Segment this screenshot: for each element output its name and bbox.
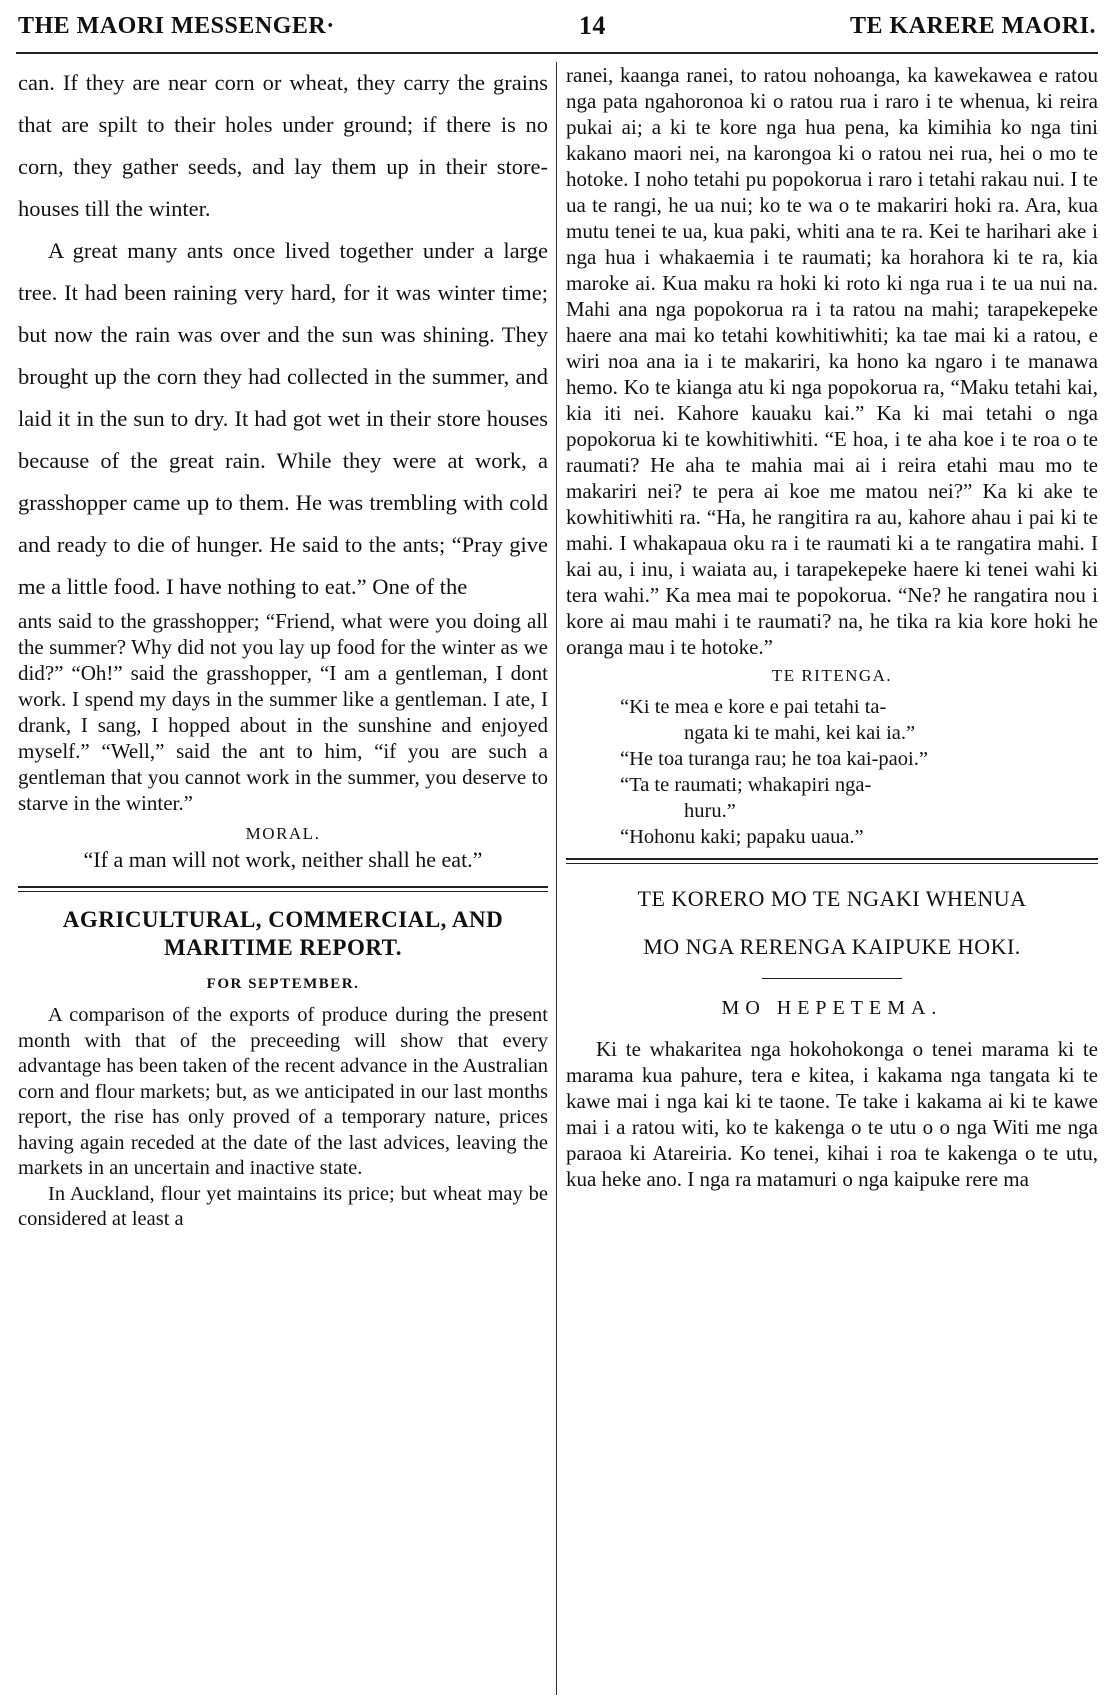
report-paragraph: Ki te whakaritea nga hokohokonga o tenei marama ki te marama kua pahure, tera e kitea, i kakama nga tangata ki te kawe mai i nga kai ki te taone. Te take i kakama ai ki te kawe mai i a ratou witi, ko te kakenga o te utu o o nga Witi me nga paraoa ki Atareiria. Ko tenei, kihai i roa te kakenga o te utu, kua heke ano. I nga ra matamuri o nga kaipuke rere ma <box>566 1037 1098 1191</box>
report-paragraph: In Auckland, flour yet maintains its price; but wheat may be considered at least a <box>18 1182 548 1230</box>
report-subtitle: FOR SEPTEMBER. <box>206 976 360 992</box>
story-paragraph: can. If they are near corn or wheat, they carry the grains that are spilt to their holes under ground; if there is no corn, they gather seeds, and lay them up in their store-houses till the winter. <box>18 70 548 221</box>
report-subtitle: MO HEPETEMA. <box>721 997 943 1019</box>
proverb-list <box>566 694 1098 850</box>
maori-column <box>566 62 1098 1695</box>
short-rule <box>762 978 902 979</box>
page-header <box>18 6 1096 46</box>
proverb: “Hohonu kaki; papaku uaua.” <box>620 826 864 848</box>
proverb: “Ta te raumati; whakapiri nga- huru.” <box>620 774 872 822</box>
story-paragraph: ants said to the grasshopper; “Friend, what were you doing all the summer? Why did not you lay up food for the winter as we did?” “Oh!” said the grasshopper, “I am a gentleman, I dont work. I spend my days in the summer like a gentleman. I ate, I drank, I sang, I hopped about in the sunshine and enjoyed myself.” “Well,” said the ant to him, “if you are such a gentleman that you cannot work in the summer, you deserve to starve in the winter.” <box>18 609 548 815</box>
header-title-english: THE MAORI MESSENGER· <box>18 12 335 39</box>
story-paragraph: ranei, kaanga ranei, to ratou nohoanga, ka kawekawea e ratou nga pata ngahoronoa ki o ratou rua i raro i te whenua, ki reira pukai ai; a ki te kore nga hua pena, ka kimihia ko nga tini kakano maori nei, na karongoa ki o ratou nei rua, hei o mo te hotoke. I noho tetahi pu popokorua i raro i tetahi rakau nui. I te ua te rangi, he ua nui; ko te wa o te makariri hoki ra. Ara, kua mutu tenei te ua, kua paki, whiti ana te ra. Kei te harihari ake i nga hua i whakaemia i te raumati; ka horahora ki te ra, kia maroke ai. Kua maku ra hoki ki roto ki nga rua i te ua nui na. Mahi ana nga popokorua ra i ta ratou na mahi; tarapekepeke haere ana mai ko tetahi kowhitiwhiti; ka tae mai ki a ratou, e wiri noa ana ia i te makariri, ka hono ka ngaro i te manawa hemo. Ko te kianga atu ki nga popokorua ra, “Maku tetahi kai, kia iti nei. Kahore kauaku kai.” Ka ki mai tetahi o nga popokorua ki te kowhitiwhiti. “E hoa, i te aha koe i te roa o te raumati? He aha te mahia mai ai i reira etahi mau mo te makariri nei? te pera ai koe me matou nei?” Ka ki ake te kowhitiwhiti ra. “Ha, he rangitira ra au, kahore ahau i pai ki te mahi. I whakapaua oku ra i te raumati ki a te rangatira mahi. I kai au, i inu, i waiata au, i tarapekepeke haere ki tenei wahi ki tera wahi.” Ka mea mai te popokorua. “Ne? he rangatira nou i kore ai mau mahi i te raumati? na, he tika ra kia kore hoki he oranga mau i te hotoke.” <box>566 63 1098 659</box>
story-paragraph: A great many ants once lived together under a large tree. It had been raining very hard, for it was winter time; but now the rain was over and the sun was shining. They brought up the corn they had collected in the summer, and laid it in the sun to dry. It had got wet in their store houses because of the great rain. While they were at work, a grasshopper came up to them. He was trembling with cold and ready to die of hunger. He said to the ants; “Pray give me a little food. I have nothing to eat.” One of the <box>18 238 548 599</box>
report-title-line: MO NGA RERENGA KAIPUKE HOKI. <box>643 934 1021 959</box>
english-column <box>18 62 548 1695</box>
proverb: “Ki te mea e kore e pai tetahi ta- ngata ki te mahi, kei kai ia.” <box>620 696 916 744</box>
section-rule <box>18 886 548 892</box>
report-title: AGRICULTURAL, COMMERCIAL, AND MARITIME REPORT. <box>62 907 504 960</box>
report-paragraph: A comparison of the exports of produce during the present month with that of the preceeding will show that every advantage has been taken of the recent advance in the Australian corn and flour markets; but, as we anticipated in our last months report, the rise has only proved of a temporary nature, prices having again receded at the date of the last advices, leaving the markets in an uncertain and inactive state. <box>18 1004 548 1179</box>
moral-heading: MORAL. <box>245 824 321 843</box>
header-rule <box>16 52 1098 54</box>
ritenga-heading: TE RITENGA. <box>771 666 893 685</box>
section-rule <box>566 858 1098 864</box>
proverb: “He toa turanga rau; he toa kai-paoi.” <box>620 748 928 770</box>
column-divider <box>556 62 557 1695</box>
header-title-maori: TE KARERE MAORI. <box>849 12 1096 39</box>
page-number: 14 <box>578 11 606 40</box>
moral-text: “If a man will not work, neither shall he eat.” <box>83 847 483 872</box>
report-title-line: TE KORERO MO TE NGAKI WHENUA <box>637 886 1027 911</box>
